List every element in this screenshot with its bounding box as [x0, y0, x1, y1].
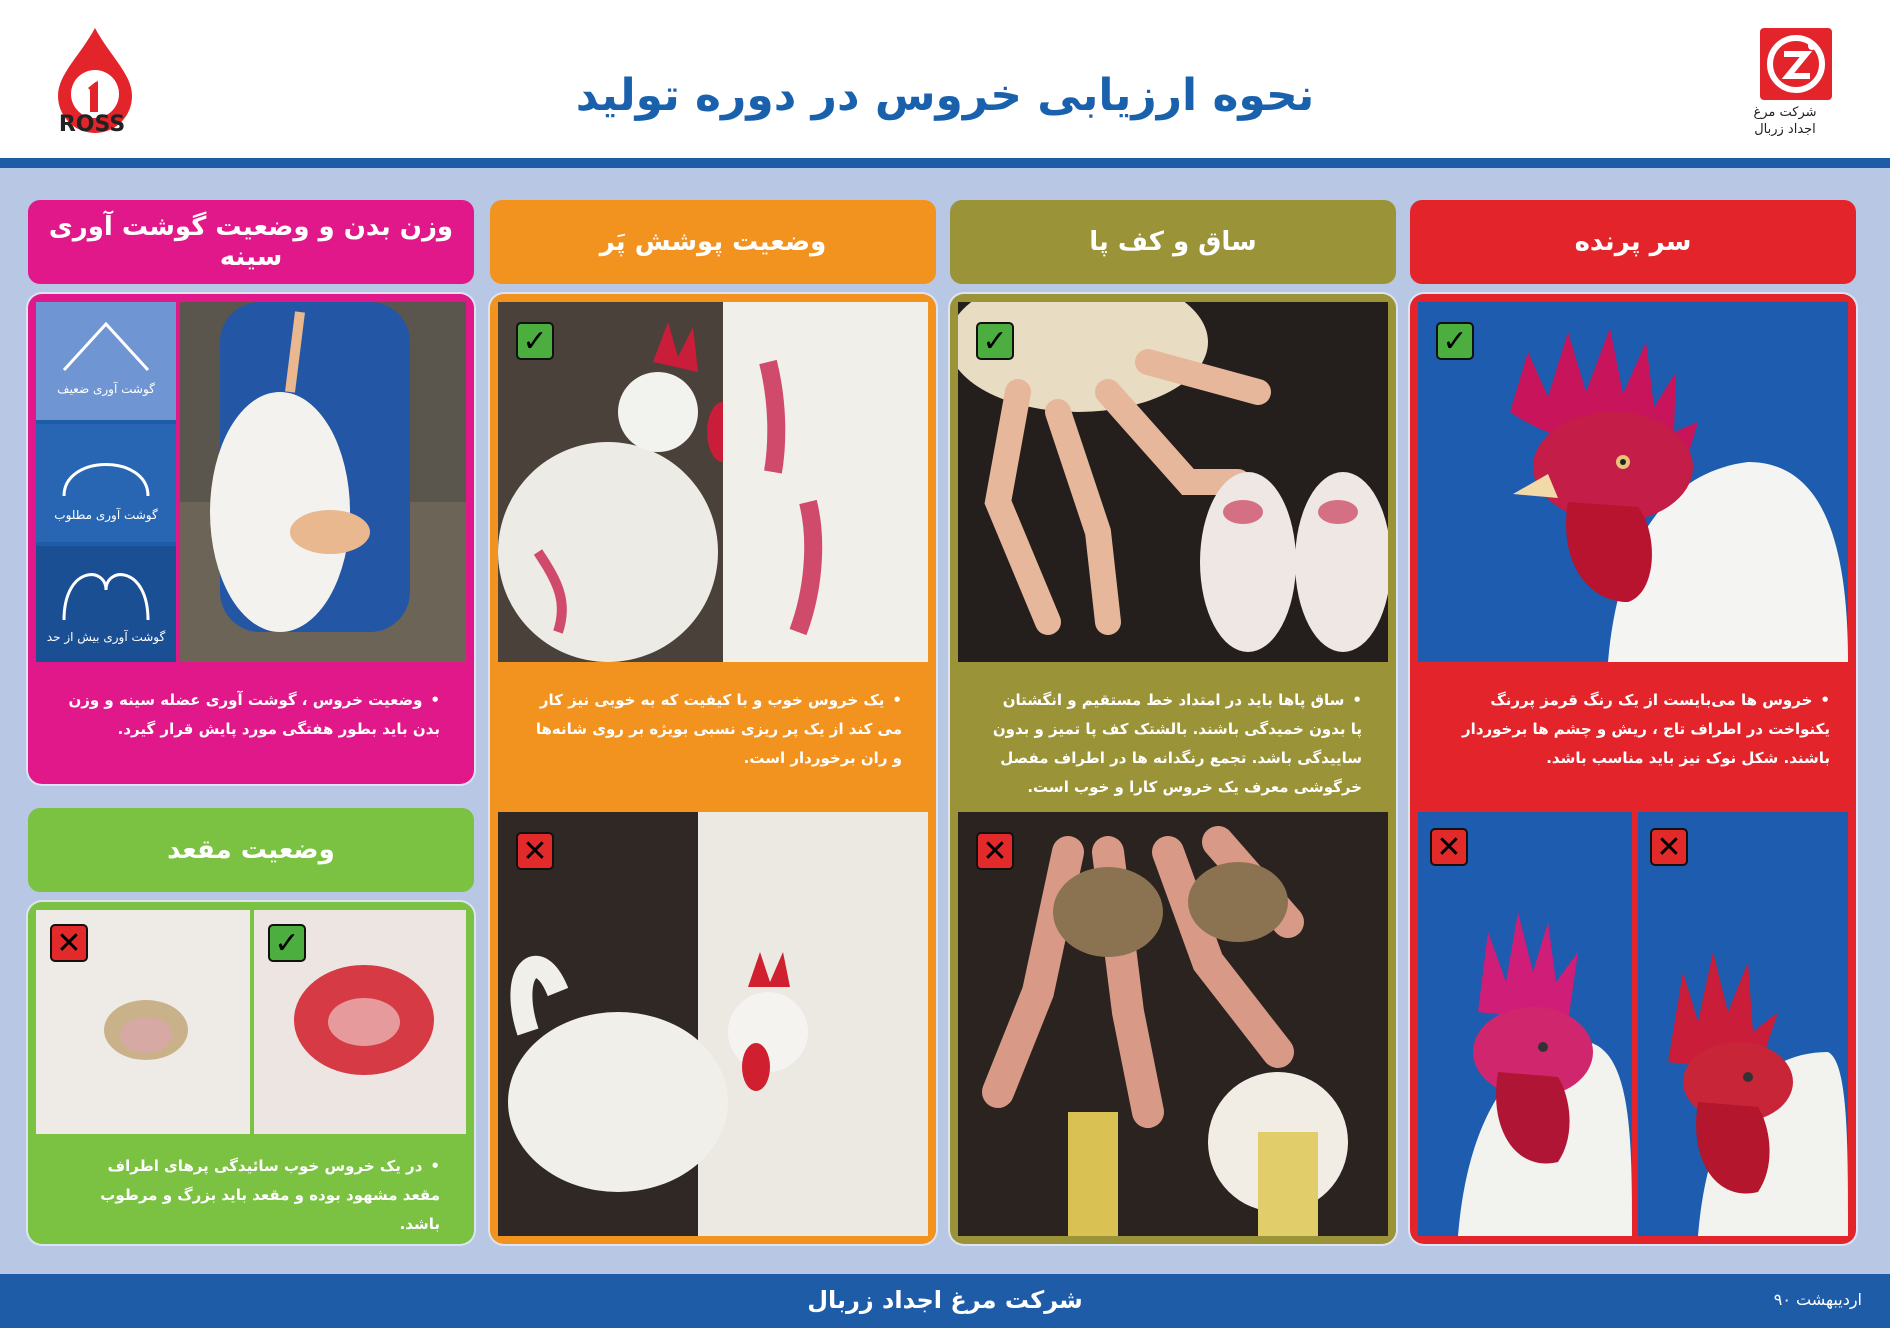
bad-head-photo-2	[1638, 812, 1848, 1236]
section-feathers-title: وضعیت پوشش پَر	[490, 200, 936, 284]
bad-head-photo-1	[1418, 812, 1632, 1236]
check-icon: ✓	[976, 322, 1014, 360]
shape-ideal: گوشت آوری مطلوب	[36, 424, 176, 542]
check-icon: ✓	[1436, 322, 1474, 360]
header	[0, 0, 1890, 158]
section-vent-panel	[28, 902, 474, 1244]
section-head-title: سر پرنده	[1410, 200, 1856, 284]
ross-logo-text: ROSS	[58, 112, 126, 137]
body-weight-photo	[180, 302, 466, 662]
section-body-text: • وضعیت خروس ، گوشت آوری عضله سینه و وزن بدن باید بطور هفتگی مورد پایش قرار گیرد.	[68, 686, 440, 744]
bad-legs-photo	[958, 812, 1388, 1236]
header-divider	[0, 158, 1890, 168]
section-legs-panel	[950, 294, 1396, 1244]
body-shape-column	[36, 302, 176, 662]
shape-excess: گوشت آوری بیش از حد	[36, 546, 176, 662]
section-body-panel	[28, 294, 474, 784]
good-feathers-photo	[498, 302, 928, 662]
cross-icon: ✕	[976, 832, 1014, 870]
section-head-panel	[1410, 294, 1856, 1244]
good-head-photo	[1418, 302, 1848, 662]
section-legs-title: ساق و کف پا	[950, 200, 1396, 284]
peak-shape-icon	[36, 302, 176, 382]
section-body-title: وزن بدن و وضعیت گوشت آوری سینه	[28, 200, 474, 284]
good-vent-photo	[254, 910, 466, 1134]
section-head-text: • خروس ها می‌بایست از یک رنگ قرمز پررنگ یکنواخت در اطراف تاج ، ریش و چشم ها برخوردار باشند. شکل نوک نیز باید مناسب باشد.	[1440, 686, 1830, 773]
zarbal-logo-text: شرکت مرغ اجداد زربال	[1753, 105, 1817, 137]
footer	[0, 1274, 1890, 1328]
section-legs-text: • ساق پاها باید در امتداد خط مستقیم و انگشتان پا بدون خمیدگی باشند. بالشتک کف پا تمیز و بدون ساییدگی باشد. تجمع رنگدانه ها در اطراف مفصل خرگوشی معرف یک خروس کارا و خوب است.	[990, 686, 1362, 802]
section-feathers-text: • یک خروس خوب و با کیفیت که به خوبی نیز کار می کند از یک پر ریزی نسبی بویژه بر روی شانه‌ها و ران برخوردار است.	[530, 686, 902, 773]
shape-poor: گوشت آوری ضعیف	[36, 302, 176, 420]
page-title: نحوه ارزیابی خروس در دوره تولید	[575, 70, 1315, 121]
check-icon: ✓	[268, 924, 306, 962]
rooster-head-illustration	[1418, 302, 1848, 662]
section-vent-title: وضعیت مقعد	[28, 808, 474, 892]
good-legs-photo	[958, 302, 1388, 662]
section-feathers-panel	[490, 294, 936, 1244]
cross-icon: ✕	[516, 832, 554, 870]
bad-feathers-photo	[498, 812, 928, 1236]
footer-company: شرکت مرغ اجداد زربال	[807, 1286, 1083, 1314]
cross-icon: ✕	[1650, 828, 1688, 866]
arch-shape-icon	[36, 424, 176, 504]
cross-icon: ✕	[50, 924, 88, 962]
main-area	[0, 168, 1890, 1274]
footer-date: اردیبهشت ۹۰	[1773, 1290, 1862, 1309]
check-icon: ✓	[516, 322, 554, 360]
double-hump-shape-icon	[36, 546, 176, 626]
section-vent-text: • در یک خروس خوب سائیدگی پرهای اطراف مقعد مشهود بوده و مقعد باید بزرگ و مرطوب باشد.	[68, 1152, 440, 1239]
bad-vent-photo	[36, 910, 250, 1134]
cross-icon: ✕	[1430, 828, 1468, 866]
zarbal-logo-icon	[1760, 28, 1832, 100]
